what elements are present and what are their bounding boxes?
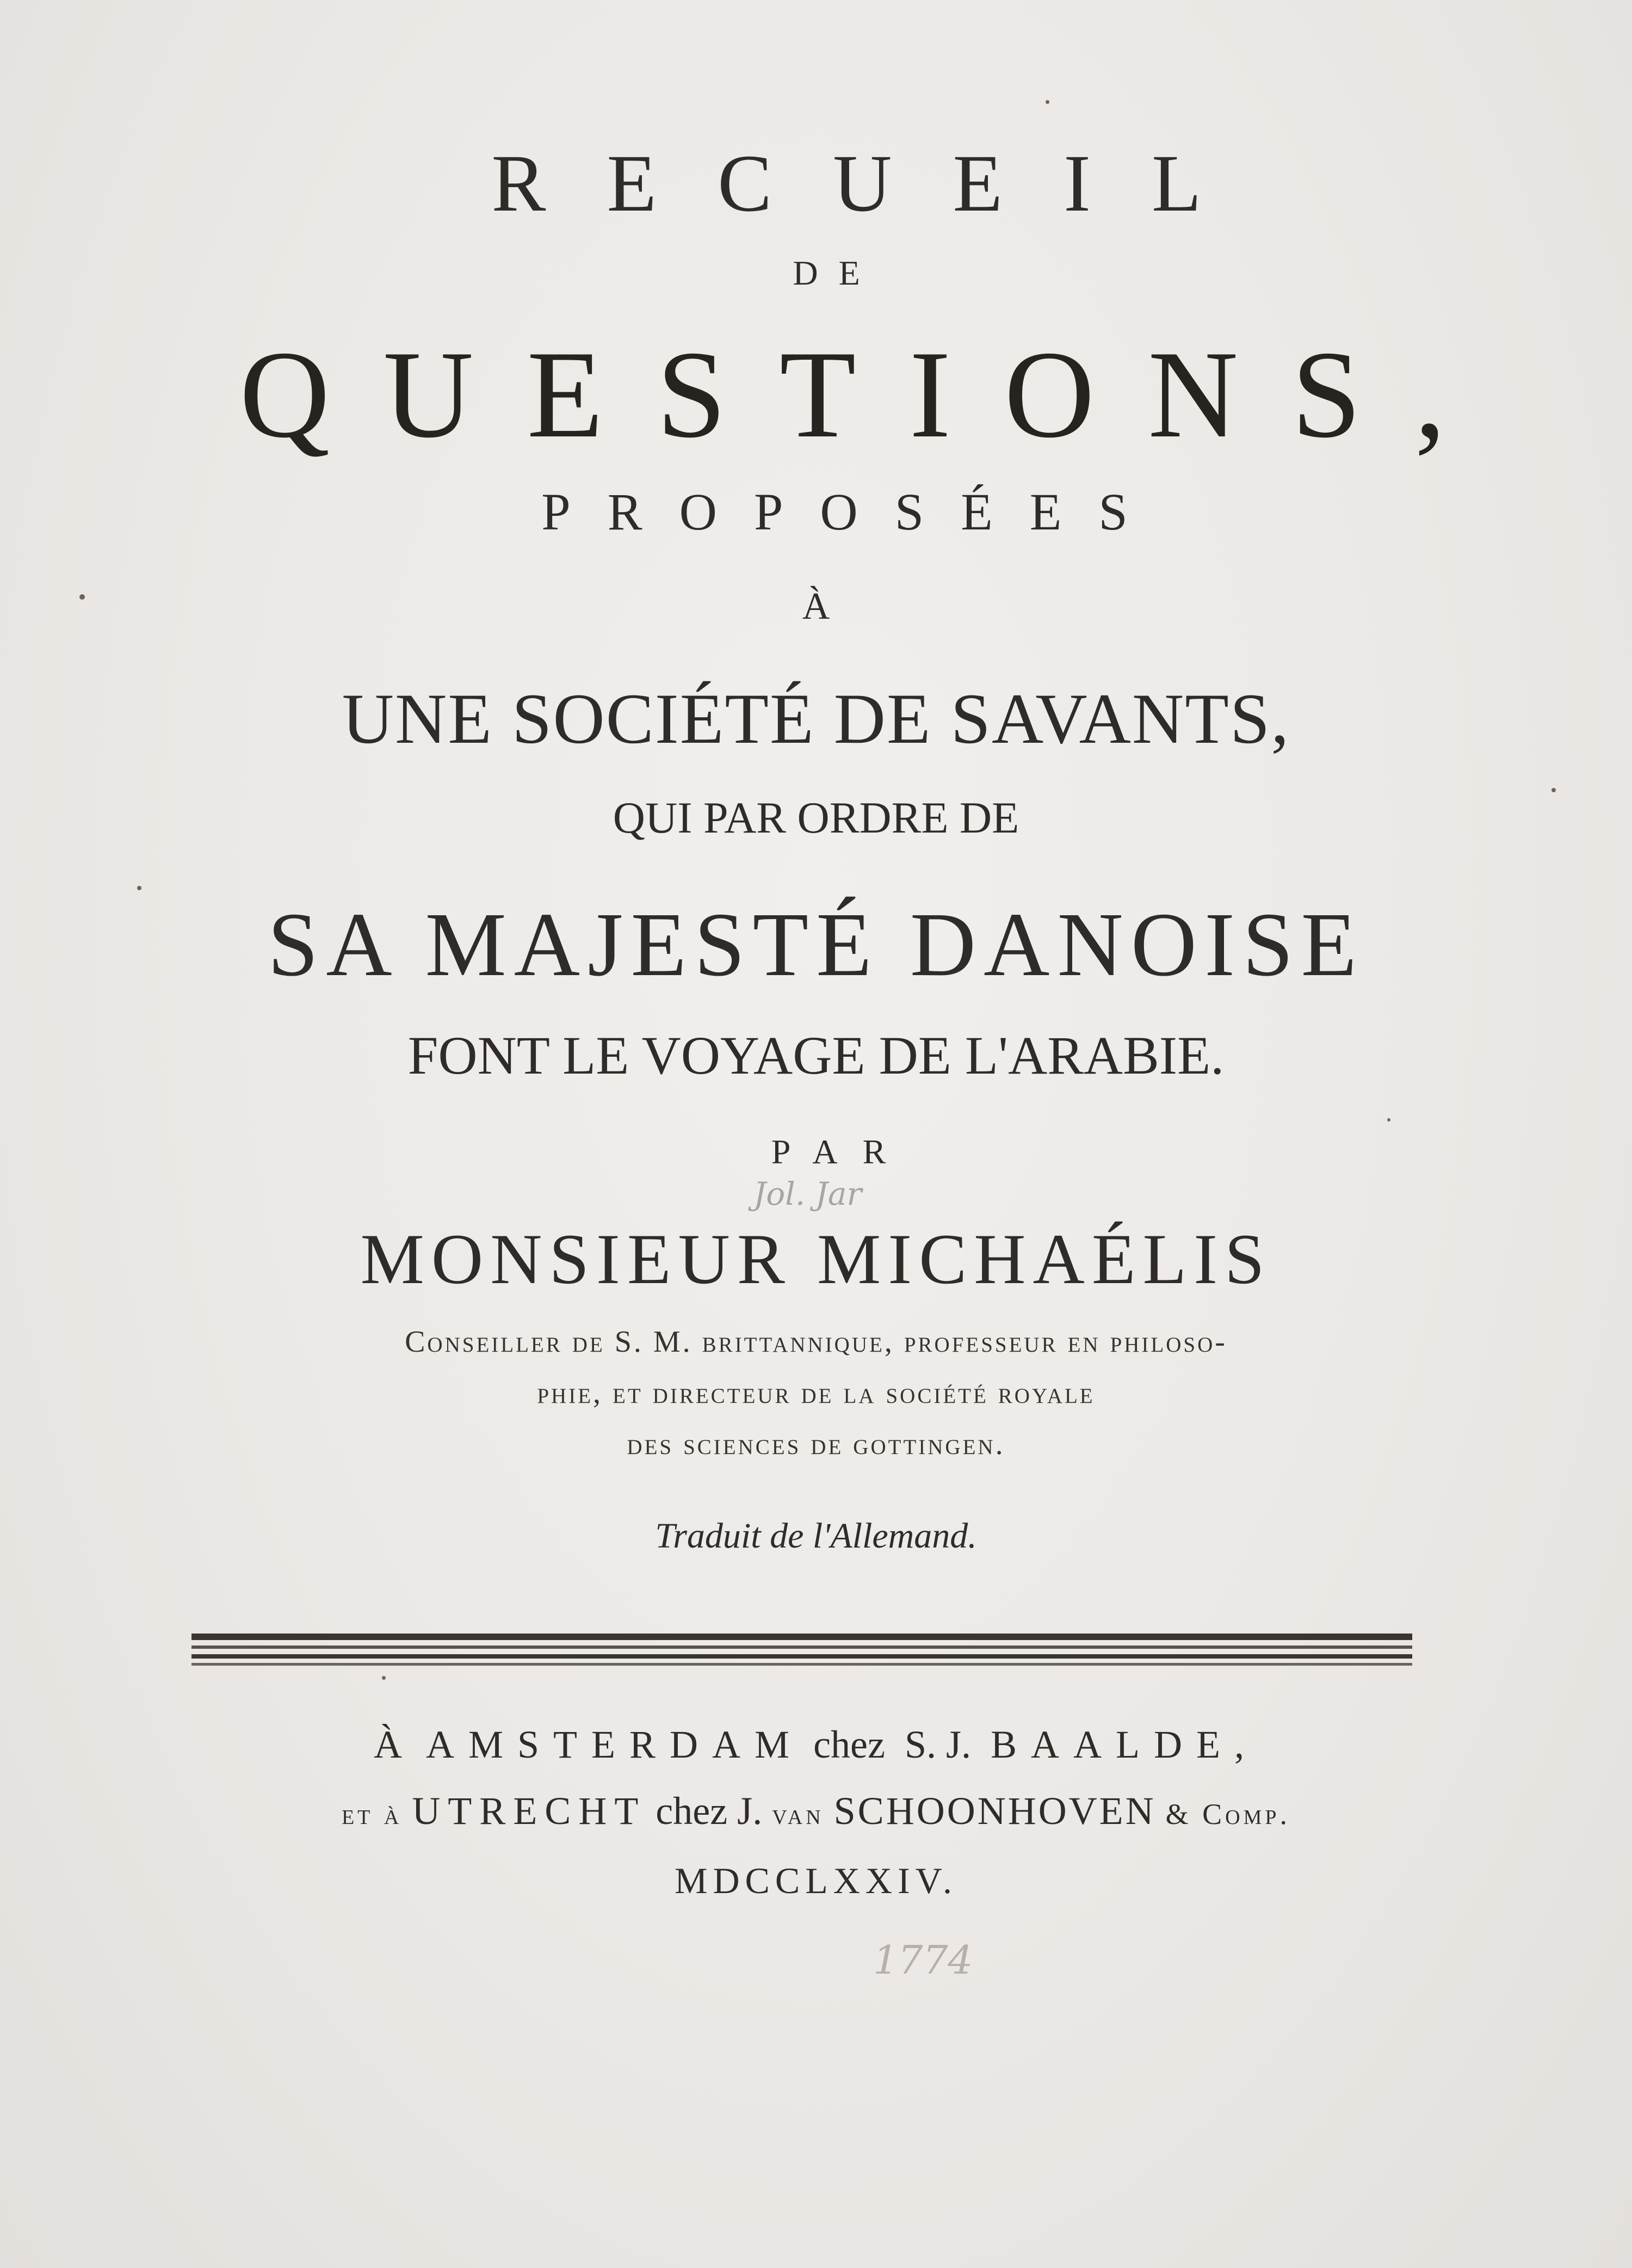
ornamental-rule: [191, 1663, 1412, 1666]
author-credentials-line-2: phie, et directeur de la société royale: [537, 1376, 1095, 1410]
imprint-et-a: et à: [341, 1798, 403, 1831]
imprint-printer-schoonhoven: SCHOONHOVEN: [833, 1789, 1156, 1833]
imprint-city-utrecht: UTRECHT: [412, 1789, 646, 1833]
paper-speck: [382, 1676, 386, 1680]
imprint-utrecht: [0, 1791, 1632, 1831]
title-societe: UNE SOCIÉTÉ DE SAVANTS,: [342, 679, 1290, 759]
paper-speck: [1551, 788, 1556, 792]
author-credentials-line-1: Conseiller de S. M. brittannique, professeur en philoso-: [405, 1325, 1227, 1359]
imprint-chez: chez: [813, 1723, 885, 1766]
paper-speck: [137, 886, 141, 890]
imprint-initials: S. J.: [904, 1723, 971, 1766]
title-voyage: FONT LE VOYAGE DE L'ARABIE.: [407, 1025, 1225, 1086]
imprint-van: van: [772, 1798, 824, 1831]
imprint-comp: & Comp.: [1165, 1798, 1291, 1831]
ornamental-rule: [191, 1654, 1412, 1659]
paper-speck: [1387, 1118, 1390, 1121]
title-de: DE: [793, 254, 881, 292]
imprint-city-amsterdam: AMSTERDAM: [426, 1723, 804, 1766]
ornamental-rule: [191, 1645, 1412, 1649]
imprint-initial-j: J.: [737, 1789, 763, 1833]
title-par: PAR: [771, 1132, 911, 1171]
imprint-printer-baalde: BAALDE,: [991, 1723, 1258, 1766]
imprint-a: À: [374, 1723, 416, 1766]
imprint-year: MDCCLXXIV.: [674, 1860, 958, 1901]
imprint-chez-2: chez: [656, 1789, 728, 1833]
author-credentials-line-3: des sciences de gottingen.: [627, 1427, 1005, 1461]
title-questions: QUESTIONS,: [239, 325, 1499, 464]
ornamental-rule: [191, 1634, 1412, 1640]
imprint-amsterdam: [0, 1725, 1632, 1764]
title-qui-par-ordre: QUI PAR ORDRE DE: [613, 793, 1019, 842]
pencil-year-annotation: 1774: [873, 1937, 973, 1983]
title-a: À: [802, 586, 830, 627]
title-proposees: PROPOSÉES: [541, 483, 1165, 541]
translation-note: Traduit de l'Allemand.: [655, 1516, 977, 1556]
pencil-annotation: Jol. Jar: [753, 1175, 862, 1212]
author-name: MONSIEUR MICHAÉLIS: [360, 1219, 1272, 1299]
title-majeste-danoise: SA MAJESTÉ DANOISE: [267, 894, 1365, 995]
paper-speck: [79, 594, 85, 600]
paper-speck: [1046, 100, 1049, 104]
title-recueil: RECUEIL: [491, 138, 1263, 229]
